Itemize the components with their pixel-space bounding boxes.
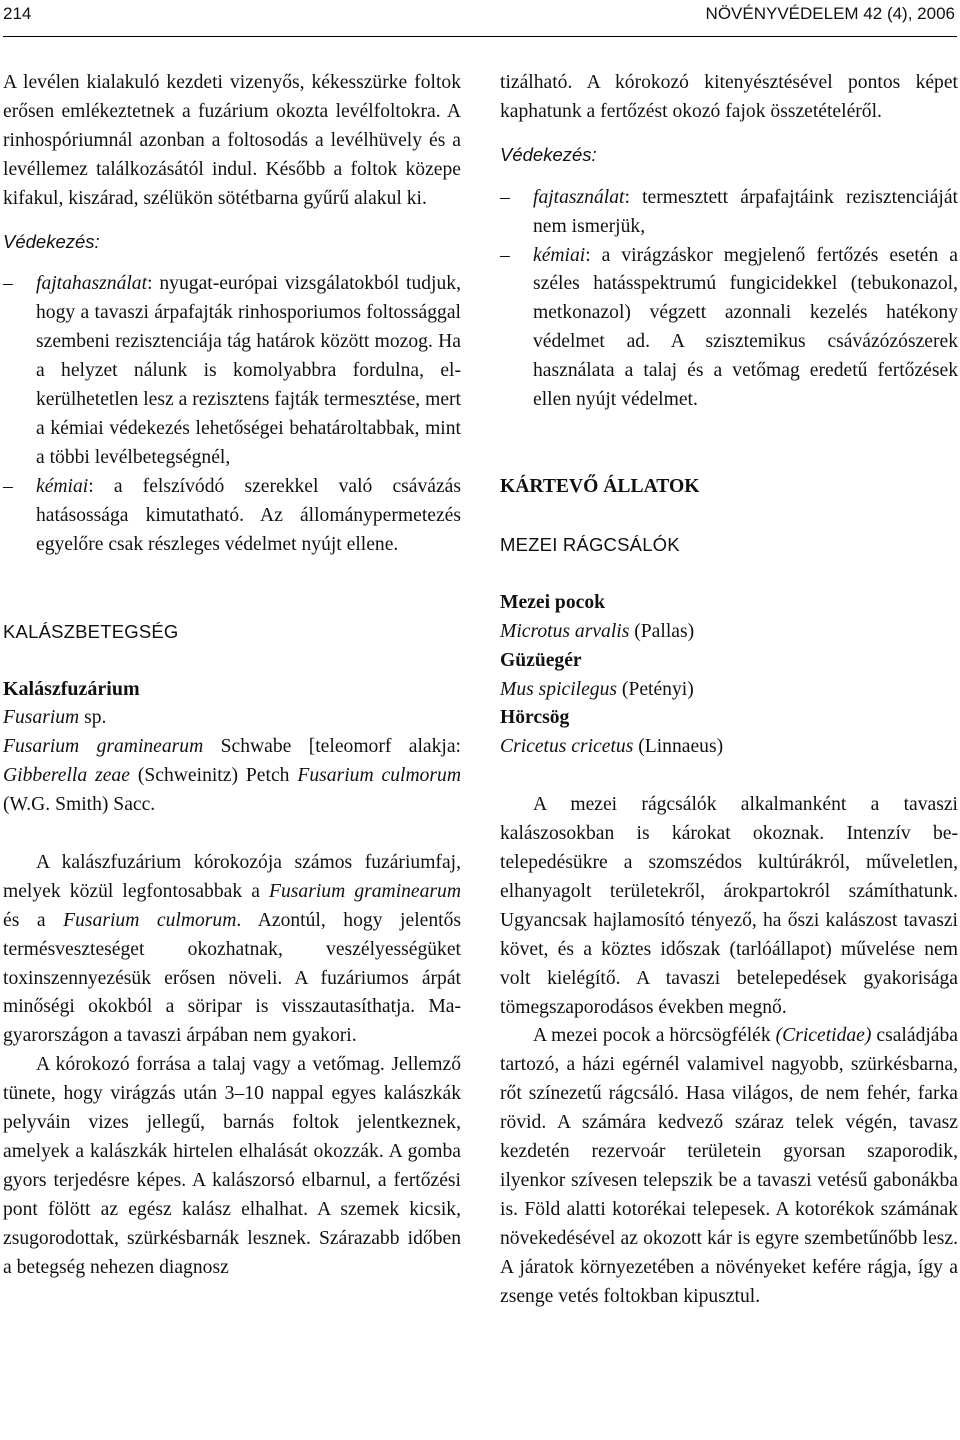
body-paragraph: A mezei pocok a hörcsögfélék (Cricetidae) családjába tartozó, a házi egérnél valamivel nagyobb, szürkésbarna, rőt színezetű rágcsáló. Hasa világos, de nem fehér, farka rövid. A számára kedvező száraz telek végén, tavasz kezdetén rezervoár területein gyorsan szaporodik, ilyenkor szívesen telepszik be a tavaszi vetésű gabonákba is. Föld alatti kotorékai telepesek. A kotorékok számának növekedésével az okozott kár is egyre szembetűnőbb lesz. A járatok környezetében a növényeket kefére rágja, így a zsenge vetés foltokban kipusztul. (500, 1025, 958, 1307)
section-heading: KALÁSZBETEGSÉG (3, 620, 179, 642)
right-column (500, 69, 958, 1312)
dash-marker: – (500, 186, 510, 208)
item-term: kémiai (36, 475, 89, 497)
animal-common-name: Güzüegér (500, 649, 582, 671)
body-paragraph: A kórokozó forrása a talaj vagy a vetőmag. Jellemző tünete, hogy virágzás után 3–10 nappal egyes kalászkák pelyváin vizes jellegű, barnás foltok jelentkeznek, amelyek a kalászkák hirtelen elhalását okozzák. A gomba gyors terjedésre képes. A kalászorsó elbarnul, a fertőzési pont fölött az egész kalász elhalhat. A szemek kicsik, zsugorodottak, szürkésbarnák lesznek. Szárazabb időben a betegség nehezen diagnosz (3, 1054, 461, 1278)
body-paragraph: A kalászfuzárium kórokozója számos fuzáriumfaj, melyek közül legfontosabbak a Fusarium graminearum és a Fusarium culmorum. Azontúl, hogy jelentős termésveszteséget okozhatnak, veszélyességüket toxinszennyezésük erősen növeli. A fuzáriumos árpát minőségi okokból a söripar is visszautasíthatja. Magyarországon a tavaszi árpában nem gyakori. (3, 851, 461, 1047)
dash-marker: – (500, 244, 510, 266)
page-header (3, 0, 955, 34)
left-column (3, 69, 461, 1283)
item-term: fajtasználat (533, 186, 625, 208)
item-text: : a felszívódó szerekkel való csávázás hatásossága kimutatható. Az állománypermetezés egyelőre csak részleges védelmet nyújt ellene. (36, 475, 461, 555)
body-paragraph: A mezei rágcsálók alkalmanként a tavaszi kalászosokban is károkat okoznak. Intenzív betelepedésükre a szomszédos kultúrákról, műveletlen, elhanyagolt területekről, árokpartokról számíthatunk. Ugyancsak hajlamosító tényező, ha őszi kalászost tavaszi követ, és a köztes időszak (tarlóállapot) művelése nem volt kielégítő. A tavaszi betelepedések gyakorisága tömegszaporodásos években megnő. (500, 794, 958, 1018)
header-rule (3, 36, 957, 37)
defense-item-variety (500, 184, 958, 242)
item-term: fajtahasználat (36, 273, 148, 295)
defense-item-chemical (3, 473, 461, 560)
defense-heading: Védekezés: (500, 143, 597, 165)
page-number: 214 (3, 4, 32, 23)
animal-latin-name: Mus spicilegus (Petényi) (500, 678, 694, 700)
sub-heading: MEZEI RÁGCSÁLÓK (500, 533, 680, 555)
item-term: kémiai (533, 244, 586, 266)
animal-common-name: Mezei pocok (500, 591, 606, 613)
item-text: : termesztett árpafajtáink rezisztenciáját nem ismerjük, (533, 186, 958, 237)
section-heading: KÁRTEVŐ ÁLLATOK (500, 475, 700, 497)
continued-paragraph: tizálható. A kórokozó kitenyésztésével pontos képet kaphatunk a fertőzést okozó fajok összetételéről. (500, 72, 958, 122)
pathogen-line: Fusarium sp. (3, 707, 107, 729)
intro-paragraph: A levélen kialakuló kezdeti vizenyős, kékesszürke foltok erősen emlékeztetnek a fuzárium okozta levélfoltokra. A rinhospóriumnál azonban a foltosodás a levélhüvely és a levéllemez találkozásától indul. Később a foltok közepe kifakul, kiszárad, szélükön sötétbarna gyűrű alakul ki. (3, 72, 461, 209)
pathogen-species: Fusarium graminearum Schwabe [teleomorf alakja: Gibberella zeae (Schweinitz) Petch Fusarium culmorum (W.G. Smith) Sacc. (3, 736, 461, 816)
disease-title: Kalászfuzárium (3, 678, 140, 701)
animal-latin-name: Cricetus cricetus (Linnaeus) (500, 736, 724, 758)
animal-latin-name: Microtus arvalis (Pallas) (500, 620, 695, 642)
dash-marker: – (3, 475, 13, 497)
animal-list (500, 589, 958, 762)
item-text: : a virágzáskor megjelenő fertőzés esetén a széles hatásspektrumú fungicidekkel (tebukonazol, metkonazol) végzett azonnali kezelés hatékony védelmet ad. A szisztemikus csávázózószerek használata a talaj és a vetőmag eredetű fertőzések ellen nyújt védelmet. (533, 244, 958, 411)
animal-common-name: Hörcsög (500, 707, 570, 729)
journal-title: NÖVÉNYVÉDELEM 42 (4), 2006 (705, 4, 955, 23)
dash-marker: – (3, 273, 13, 295)
defense-item-variety (3, 270, 461, 472)
item-text: : nyugat-európai vizsgálatokból tudjuk, hogy a tavaszi árpafajták rinhosporiumos foltossággal szembeni rezisztenciája tág határok között mozog. Ha a helyzet nálunk is komolyabbra fordulna, elkerülhetetlen lesz a rezisztens fajták termesztése, mert a kémiai védekezés lehetőségei behatároltabbak, mint a többi levélbetegségnél, (36, 273, 461, 468)
defense-item-chemical (500, 242, 958, 415)
defense-heading: Védekezés: (3, 230, 100, 252)
